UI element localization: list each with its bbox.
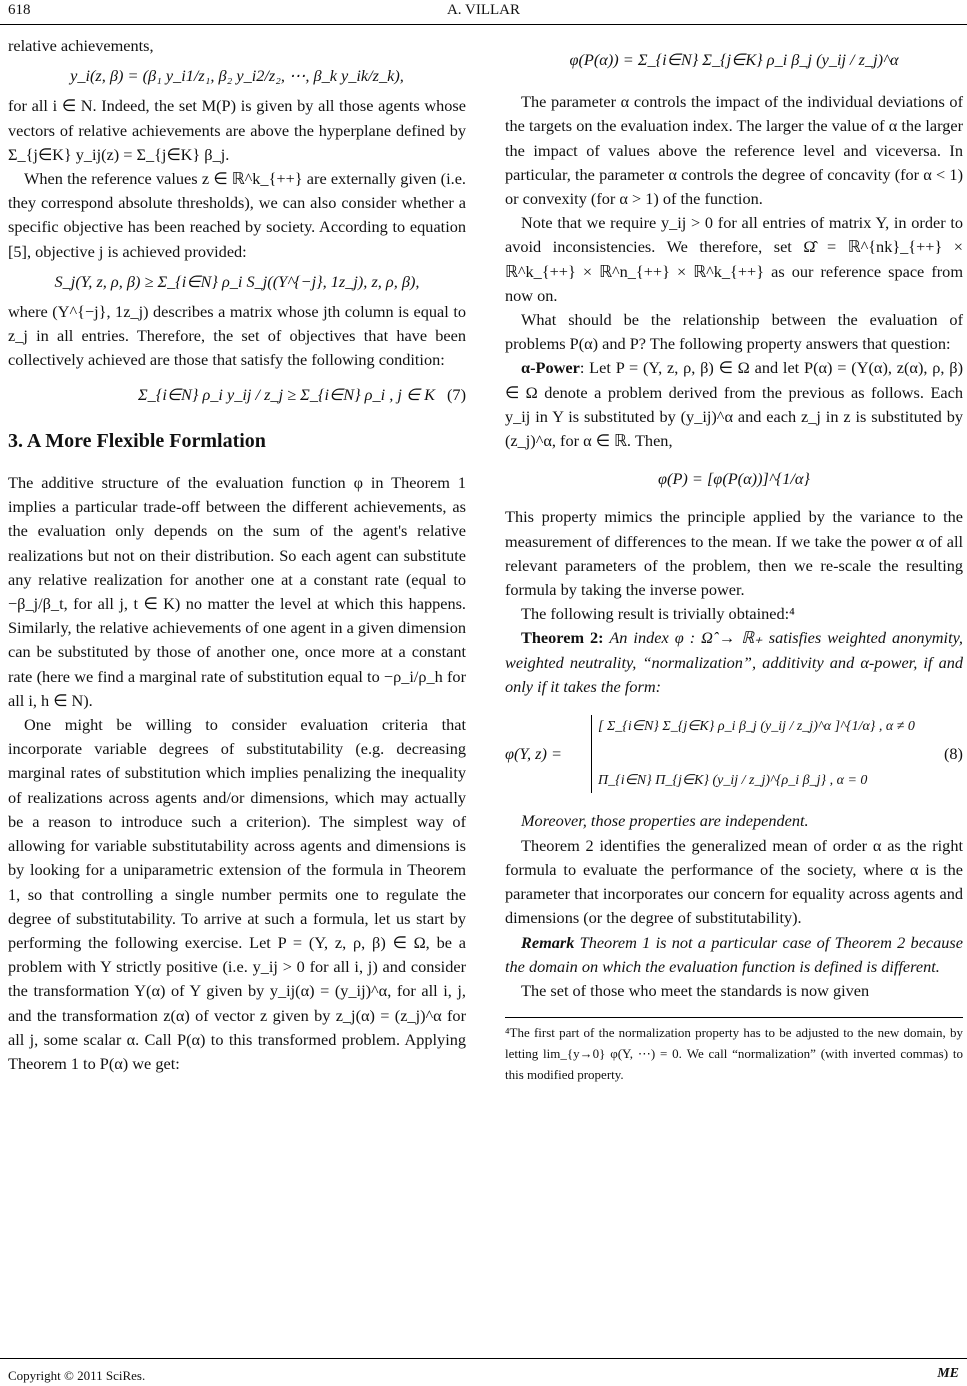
page-header [8,2,959,24]
right-column [505,34,963,1085]
paragraph: The following result is trivially obtained:⁴ [521,604,795,624]
paragraph: Moreover, those properties are independent. [521,811,809,831]
property-definition [505,356,963,453]
header-rule [0,24,967,25]
paragraph: where (Y^{−j}, 1z_j) describes a matrix whose jth column is equal to z_j in all entries. Therefore, the set of objectives that have been collectively achieved are those that satisfy the following condition: [8,302,466,370]
case-alpha-nonzero: [ Σ_{i∈N} Σ_{j∈K} ρ_i β_j (y_ij / z_j)^α ]^{1/α} , α ≠ 0 [598,719,915,735]
paragraph: What should be the relationship between the evaluation of problems P(α) and P? The following property answers that question: [505,310,963,354]
equation: S_j(Y, z, ρ, β) ≥ Σ_{i∈N} ρ_i S_j((Y^{−j}, 1z_j), z, ρ, β), [54,271,420,291]
paragraph: The parameter α controls the impact of the individual deviations of the targets on the evaluation index. The larger the value of α the larger the impact of values above the reference level and viceversa. In particular, the parameter α controls the degree of concavity (for α < 1) or convexity (for α > 1) of the function. [505,92,963,209]
section-heading: 3. A More Flexible Formlation [8,429,266,452]
paragraph: The additive structure of the evaluation function φ in Theorem 1 implies a particular trade-off between the different achievements, as the evaluation only depends on the sum of the agent's relative realizations but not on their distribution. So each agent can substitute any relative realization for another one at a constant rate (equal to −β_j/β_t, for all j, t ∈ K) no matter the level at which this happens. Similarly, the relative achievements of one agent in a given dimension can be substituted by those of another one, once more at a constant rate (here we find a marginal rate of substitution equal to −ρ_i/ρ_h for all i, h ∈ N). [8,473,466,710]
paragraph: The set of those who meet the standards is now given [521,980,870,1000]
theorem-label: Theorem 2: [521,628,604,648]
paragraph: One might be willing to consider evaluation criteria that incorporate variable degrees of substitutability (e.g. decreasing marginal rates of substitution which implies penalizing the inequality of realizations across agents and/or dimensions, which may actually be a reason to introduce such a criterion). The simplest way of allowing for variable substitutability across agents and dimensions is by looking for a uniparametric extension of the formula in Theorem 1, so that controlling a single number permits one to regulate the degree of substitutability. To arrive at such a formula, let us start by performing the following exercise. Let P = (Y, z, ρ, β) ∈ Ω, be a problem with Y strictly positive (i.e. y_ij > 0 for all i, j) and consider the transformation Y(α) of Y given by y_ij(α) = (y_ij)^α, for all i, j, and the transformation z(α) of vector z given by z_j(α) = (z_j)^α for all j, some scalar α. Call P(α) to this transformed problem. Applying Theorem 1 to P(α) we get: [8,715,466,1073]
equation-number: (8) [944,744,963,764]
copyright: Copyright © 2011 SciRes. [8,1368,146,1383]
journal-abbrev: ME [937,1366,959,1381]
equation: φ(P) = [φ(P(α))]^{1/α} [658,469,810,489]
remark-text: Theorem 1 is not a particular case of Theorem 2 because the domain on which the evaluation function is defined is different. [505,932,963,976]
equation-cases [591,715,915,793]
equation-body: Σ_{i∈N} ρ_i y_ij / z_j ≥ Σ_{i∈N} ρ_i , j ∈ K [138,384,436,404]
footer-rule [0,1358,967,1359]
paragraph: for all i ∈ N. Indeed, the set M(P) is given by all those agents whose vectors of relative achievements are above the hyperplane defined by Σ_{j∈K} y_ij(z) = Σ_{j∈K} β_j. [8,96,466,164]
remark-label: Remark [521,932,575,952]
theorem-2 [505,626,963,699]
equation-7 [8,383,466,407]
paragraph: Note that we require y_ij > 0 for all entries of matrix Y, in order to avoid inconsistencies. We therefore, set Ω̂ = ℝ^{nk}_{++} × ℝ^k_{++} × ℝ^n_{++} × ℝ^k_{++} as our reference space from now on. [505,213,963,305]
paragraph: This property mimics the principle applied by the variance to the measurement of differences to the mean. If we take the power α of all relevant parameters of the problem, then we re-scale the resulting formula by taking the inverse power. [505,507,963,600]
theorem-text: An index φ : Ω̂ → ℝ₊ satisfies weighted anonymity, weighted neutrality, “normalization”, additivity and α-power, if and only if it takes the form: [505,628,964,696]
equation: y_i(z, β) = (β₁ y_i1/z₁, β₂ y_i2/z₂, ⋯, β_k y_ik/z_k), [70,66,404,86]
equation-8 [505,715,963,793]
property-text: : Let P = (Y, z, ρ, β) ∈ Ω and let P(α) = (Y(α), z(α), ρ, β) ∈ Ω denote a problem derived from the previous as follows. Each y_ij in Y is substituted by (y_ij)^α and each z_j in z is substituted by (z_j)^α, for α ∈ ℝ. Then, [505,358,963,451]
page-number: 618 [8,2,31,18]
paragraph: Theorem 2 identifies the generalized mean of order α as the right formula to evaluate the performance of the society, where α is the parameter that incorporates our concern for equality across agents and dimensions (or the degree of substitutability). [505,835,963,928]
property-label: α-Power [521,358,580,378]
case-alpha-zero: Π_{i∈N} Π_{j∈K} (y_ij / z_j)^{ρ_i β_j} , α = 0 [598,773,868,789]
equation-number: (7) [447,384,466,404]
equation-lhs: φ(Y, z) = [505,744,562,764]
footnote: ⁴The first part of the normalization property has to be adjusted to the new domain, by letting lim_{y→0} φ(Y, ⋯) = 0. We call “normalization” (with inverted commas) to this modified property. [505,1017,963,1085]
running-author: A. VILLAR [446,2,521,18]
remark [505,931,963,979]
left-column [8,34,466,1076]
equation: φ(P(α)) = Σ_{i∈N} Σ_{j∈K} ρ_i β_j (y_ij / z_j)^α [569,50,899,69]
paragraph: relative achievements, [8,36,154,55]
paragraph: When the reference values z ∈ ℝ^k_{++} are externally given (i.e. they correspond absolute thresholds), we can also consider whether a specific objective has been reached by society. According to equation [5], objective j is achieved provided: [8,169,466,261]
